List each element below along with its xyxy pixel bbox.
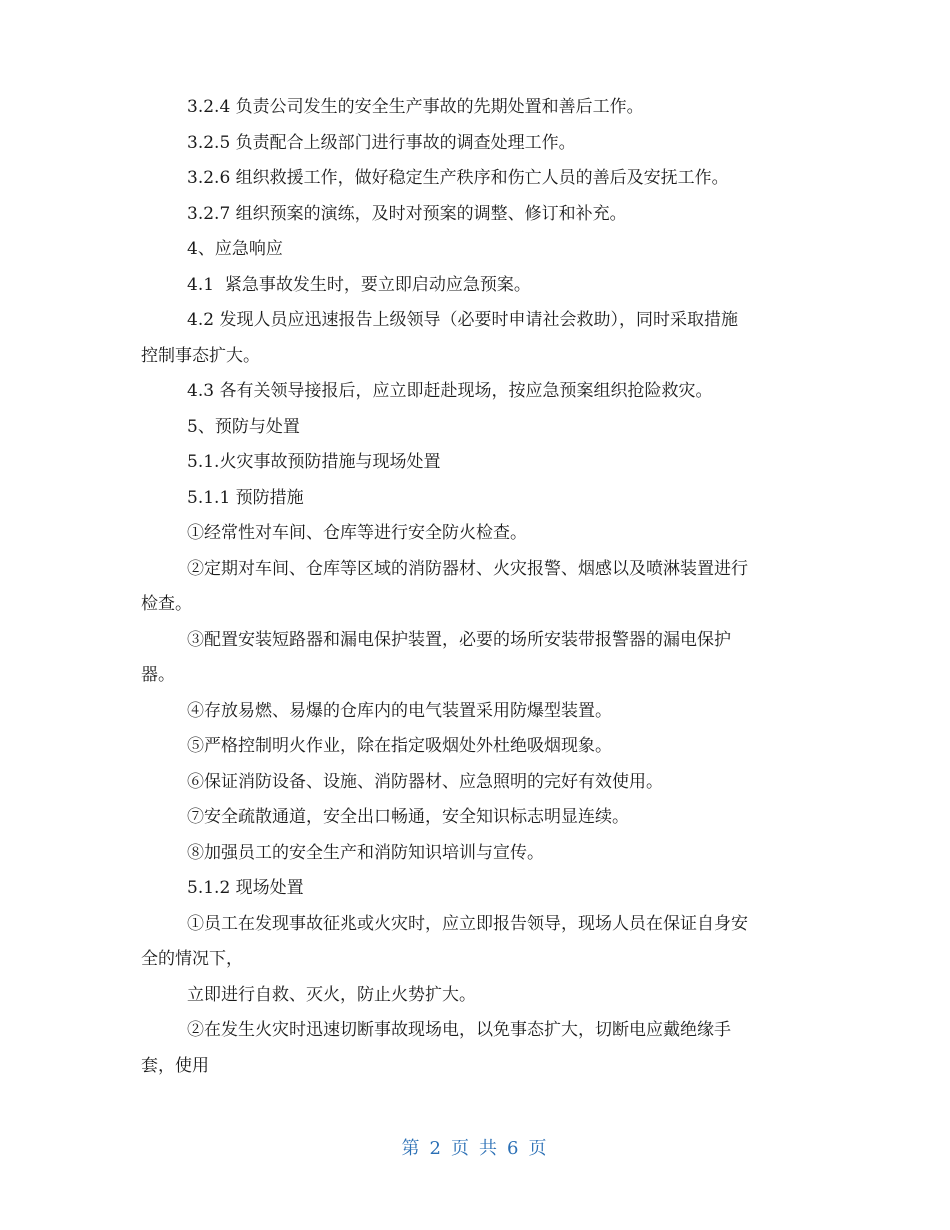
paragraph-line: 5.1.2 现场处置 — [187, 878, 304, 898]
paragraph-line: ④存放易燃、易爆的仓库内的电气装置采用防爆型装置。 — [187, 700, 612, 721]
paragraph-line: 5.1.火灾事故预防措施与现场处置 — [187, 452, 441, 472]
footer-total-unit: 页 — [528, 1138, 549, 1159]
paragraph-line: 5、预防与处置 — [187, 416, 300, 437]
paragraph-line: 立即进行自救、灭火，防止火势扩大。 — [187, 984, 476, 1005]
list-item — [141, 765, 813, 801]
paragraph-line: 4.2 发现人员应迅速报告上级领导（必要时申请社会救助），同时采取措施 — [187, 310, 738, 330]
section-heading — [141, 410, 813, 446]
subsection-heading — [141, 445, 813, 481]
list-item — [141, 694, 813, 730]
document-body — [141, 90, 813, 1084]
paragraph-line: ⑥保证消防设备、设施、消防器材、应急照明的完好有效使用。 — [187, 771, 663, 792]
list-item — [141, 552, 813, 623]
list-item — [141, 729, 813, 765]
paragraph-line: ①经常性对车间、仓库等进行安全防火检查。 — [187, 523, 527, 543]
paragraph-line: ①员工在发现事故征兆或火灾时，应立即报告领导，现场人员在保证自身安 — [187, 913, 748, 934]
subsection-heading — [141, 871, 813, 907]
paragraph-line: ⑦安全疏散通道，安全出口畅通，安全知识标志明显连续。 — [187, 807, 629, 827]
subsection-heading — [141, 481, 813, 517]
paragraph-line: 4、应急响应 — [187, 239, 283, 259]
paragraph-line: 4.1 紧急事故发生时，要立即启动应急预案。 — [187, 274, 531, 295]
paragraph-line: ②在发生火灾时迅速切断事故现场电，以免事态扩大，切断电应戴绝缘手 — [187, 1020, 731, 1040]
paragraph-line: 全的情况下， — [141, 949, 243, 969]
page-footer — [0, 1134, 950, 1160]
list-item — [141, 836, 813, 872]
list-item — [141, 800, 813, 836]
paragraph-line: ③配置安装短路器和漏电保护装置，必要的场所安装带报警器的漏电保护 — [187, 629, 731, 650]
paragraph-line: 控制事态扩大。 — [141, 345, 260, 366]
paragraph — [141, 268, 813, 304]
paragraph-line: ⑧加强员工的安全生产和消防知识培训与宣传。 — [187, 842, 544, 863]
footer-total-pages: 6 — [507, 1138, 521, 1159]
paragraph — [141, 197, 813, 233]
list-item — [141, 907, 813, 978]
section-heading — [141, 232, 813, 268]
footer-total-label: 共 — [479, 1138, 499, 1159]
paragraph — [141, 978, 813, 1014]
paragraph-line: 套，使用 — [141, 1055, 209, 1076]
paragraph-line: 器。 — [141, 665, 175, 685]
list-item — [141, 623, 813, 694]
list-item — [141, 1013, 813, 1084]
paragraph — [141, 303, 813, 374]
paragraph — [141, 374, 813, 410]
paragraph-line: 3.2.6 组织救援工作，做好稳定生产秩序和伤亡人员的善后及安抚工作。 — [187, 168, 729, 188]
paragraph-line: ②定期对车间、仓库等区域的消防器材、火灾报警、烟感以及喷淋装置进行 — [187, 558, 748, 579]
paragraph-line: 检查。 — [141, 594, 192, 614]
footer-page-number: 2 — [429, 1138, 443, 1159]
paragraph-line: 3.2.7 组织预案的演练，及时对预案的调整、修订和补充。 — [187, 203, 627, 224]
paragraph-line: 4.3 各有关领导接报后，应立即赶赴现场，按应急预案组织抢险救灾。 — [187, 381, 713, 401]
paragraph-line: 3.2.5 负责配合上级部门进行事故的调查处理工作。 — [187, 132, 576, 153]
list-item — [141, 516, 813, 552]
paragraph — [141, 90, 813, 126]
paragraph-line: 3.2.4 负责公司发生的安全生产事故的先期处置和善后工作。 — [187, 97, 644, 117]
footer-page-label: 第 — [401, 1138, 422, 1159]
paragraph-line: ⑤严格控制明火作业，除在指定吸烟处外杜绝吸烟现象。 — [187, 736, 612, 756]
paragraph — [141, 161, 813, 197]
paragraph-line: 5.1.1 预防措施 — [187, 487, 304, 508]
footer-page-unit: 页 — [451, 1138, 471, 1159]
paragraph — [141, 126, 813, 162]
